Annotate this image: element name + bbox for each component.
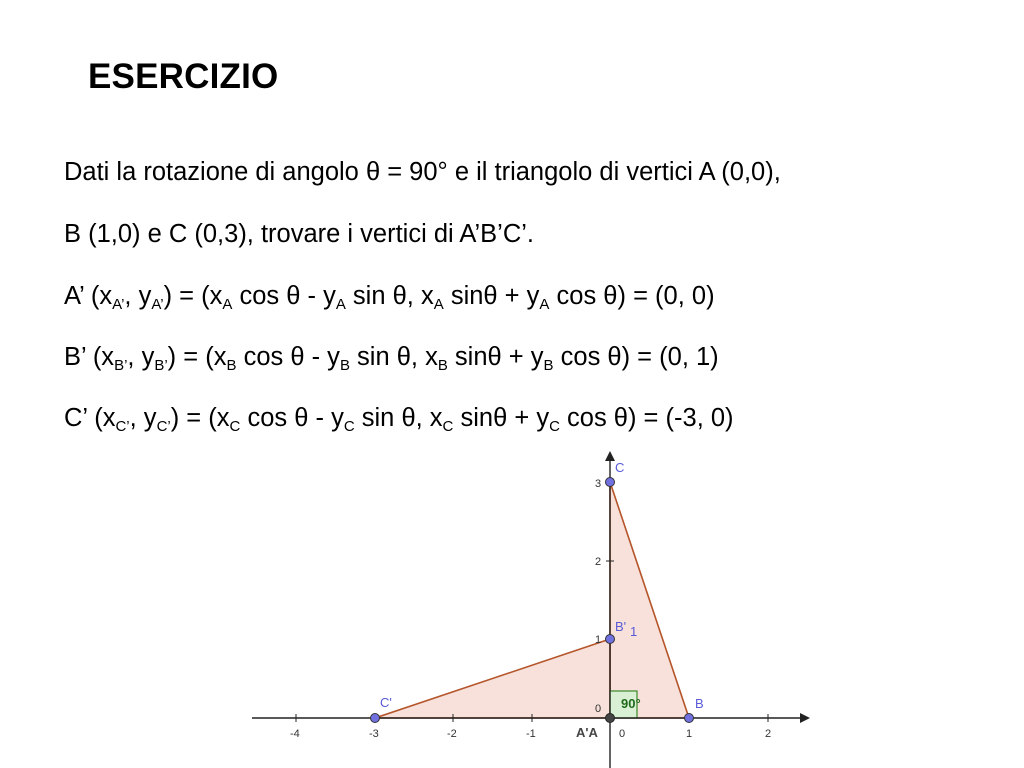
formula-c: C’ ($x_{C’}$, $y_{C’}) = (x_C$ cos θ - $y_C$ sin θ, $x_C$ $\sin\theta + y_C$ cos θ) = (-3, 0) [64, 404, 734, 435]
point-b-prime [606, 635, 615, 644]
formula-b-result: = (0, 1) [637, 343, 719, 371]
angle-label: 90° [621, 696, 641, 711]
y-tick-label: 1 [595, 634, 602, 646]
point-a-a-prime-label: A'A [576, 725, 598, 740]
point-a-a-prime [606, 714, 615, 723]
formula-a-result: = (0, 0) [633, 282, 715, 310]
point-b-label: B [695, 696, 704, 711]
y-tick-label: 2 [595, 556, 602, 568]
x-tick-label: -1 [526, 728, 536, 740]
y-axis-arrow-icon [605, 451, 615, 461]
x-axis-arrow-icon [800, 713, 810, 723]
formula-b-prime: B’ [64, 343, 86, 371]
formula-a: A’ ($x_{A’}$, $y_{A’}) = (x_A$ cos θ - $y_A$ sin θ, $x_A$ $\sin\theta + y_A$ cos θ) = (0, 0) [64, 282, 715, 313]
point-c-prime [371, 714, 380, 723]
triangle-abc [610, 482, 689, 718]
intro-line-1: Dati la rotazione di angolo θ = 90° e il triangolo di vertici A (0,0), [64, 158, 781, 186]
x-tick-label: 2 [765, 728, 772, 740]
slide-title: ESERCIZIO [88, 57, 279, 96]
x-tick-label: -2 [447, 728, 457, 740]
formula-b: B’ ($x_{B’}$, $y_{B’}) = (x_B$ cos θ - $y_B$ sin θ, $x_B$ $\sin\theta + y_B$ cos θ) = (0, 1) [64, 343, 719, 374]
point-c-label: C [615, 460, 625, 475]
formula-c-result: = (-3, 0) [643, 404, 734, 432]
intro-line-2: B (1,0) e C (0,3), trovare i vertici di A’B’C’. [64, 220, 534, 248]
point-b-prime-sub: 1 [630, 624, 638, 639]
triangle-a-b-c-prime [375, 639, 610, 718]
point-b-prime-label: B' [615, 619, 627, 634]
point-c [606, 478, 615, 487]
formula-c-prime: C’ [64, 404, 88, 432]
origin-label: 0 [595, 703, 602, 715]
x-tick-label: 0 [619, 728, 626, 740]
formula-a-prime: A’ [64, 282, 84, 310]
point-b [685, 714, 694, 723]
x-tick-label: -3 [369, 728, 379, 740]
x-tick-label: 1 [686, 728, 693, 740]
x-tick-label: -4 [290, 728, 300, 740]
point-c-prime-label: C' [380, 695, 392, 710]
y-tick-label: 3 [595, 478, 602, 490]
